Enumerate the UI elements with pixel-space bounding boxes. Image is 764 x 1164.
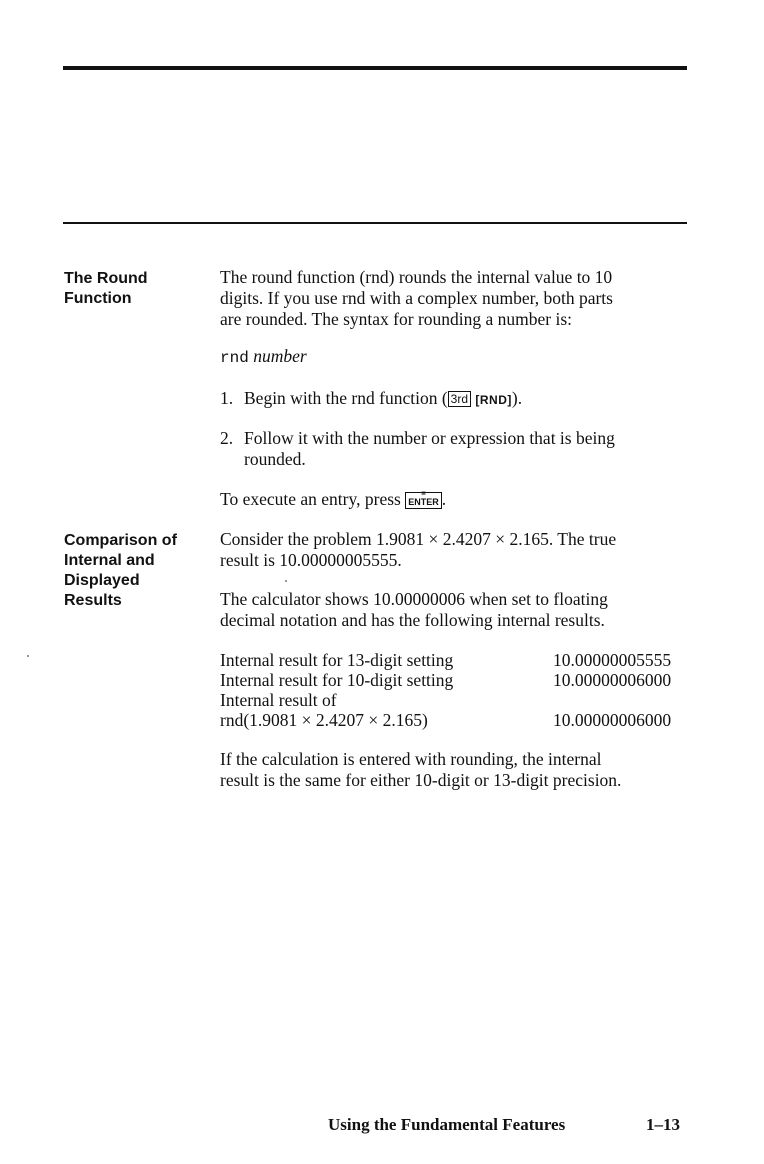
page-footer	[328, 1115, 680, 1135]
comparison-heading: Comparison of Internal and Displayed Results	[64, 532, 177, 609]
shows-paragraph: The calculator shows 10.00000006 when set to floating decimal notation and has the following internal results.	[220, 589, 608, 630]
print-speck	[27, 655, 29, 657]
rnd-key-label: [RND]	[475, 393, 512, 407]
syntax-keyword: rnd	[220, 349, 249, 367]
enter-key-icon: ≡ ENTER	[405, 492, 442, 509]
round-function-intro: The round function (rnd) rounds the internal value to 10 digits. If you use rnd with a complex number, both parts are rounded. The syntax for rounding a number is:	[220, 267, 613, 329]
section-rule	[63, 222, 687, 224]
conclusion-paragraph: If the calculation is entered with rounding, the internal result is the same for either 10-digit or 13-digit precision.	[220, 749, 622, 790]
chapter-title: Using the Fundamental Features	[328, 1115, 566, 1134]
problem-paragraph: Consider the problem 1.9081 × 2.4207 × 2.165. The true result is 10.00000005555.	[220, 529, 617, 570]
top-rule	[63, 66, 687, 70]
syntax-line	[220, 346, 690, 369]
print-speck	[285, 580, 287, 582]
syntax-argument: number	[253, 346, 307, 366]
round-function-heading: The Round Function	[64, 270, 148, 307]
execute-line: To execute an entry, press ≡ ENTER .	[220, 489, 690, 510]
page-number: 1–13	[646, 1115, 680, 1134]
3rd-key-icon: 3rd	[448, 391, 471, 407]
